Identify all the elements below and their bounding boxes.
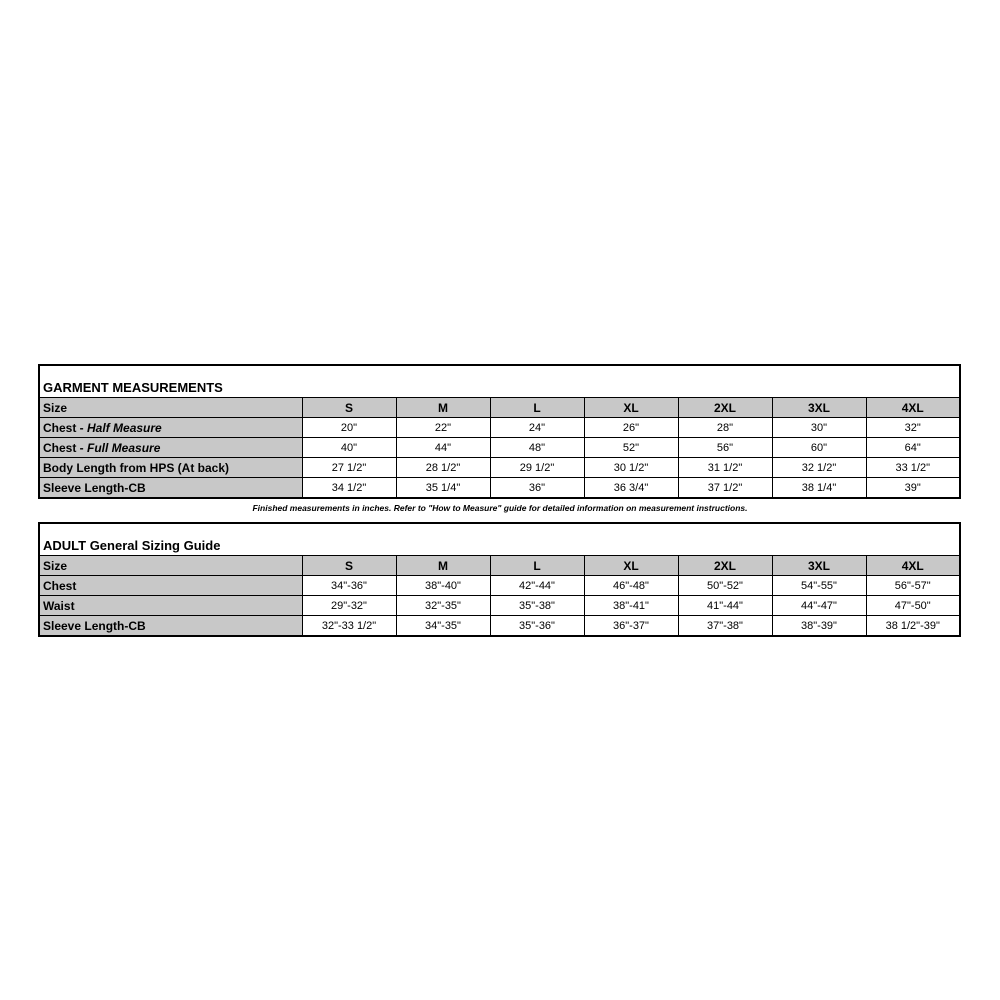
size-header: L [490,398,584,418]
measurement-note: Finished measurements in inches. Refer to "How to Measure" guide for detailed information on measurement instructions. [252,503,748,513]
size-header: 4XL [866,556,960,576]
size-header-row [39,556,960,576]
table-title-row [39,365,960,398]
row-label: Chest [39,576,302,596]
row-label-text: Chest - [43,440,88,455]
cell-value: 38 1/4" [772,478,866,499]
cell-value: 30 1/2" [584,458,678,478]
size-header: 2XL [678,556,772,576]
table-row [39,418,960,438]
size-header: L [490,556,584,576]
garment-measurements-table [38,364,961,499]
cell-value: 46"-48" [584,576,678,596]
cell-value: 54"-55" [772,576,866,596]
cell-value: 48" [490,438,584,458]
cell-value: 26" [584,418,678,438]
row-label [39,478,302,499]
row-label [39,458,302,478]
size-header-row [39,398,960,418]
cell-value: 47"-50" [866,596,960,616]
size-header-label: Size [39,556,302,576]
cell-value: 32" [866,418,960,438]
cell-value: 42"-44" [490,576,584,596]
cell-value: 29"-32" [302,596,396,616]
size-header: 3XL [772,398,866,418]
cell-value: 30" [772,418,866,438]
size-header: S [302,398,396,418]
cell-value: 44"-47" [772,596,866,616]
cell-value: 40" [302,438,396,458]
size-header: 4XL [866,398,960,418]
cell-value: 64" [866,438,960,458]
table-row [39,616,960,637]
row-label [39,418,302,438]
cell-value: 52" [584,438,678,458]
cell-value: 35 1/4" [396,478,490,499]
size-header: M [396,398,490,418]
size-header-label: Size [39,398,302,418]
size-header: S [302,556,396,576]
cell-value: 33 1/2" [866,458,960,478]
cell-value: 37"-38" [678,616,772,637]
cell-value: 28 1/2" [396,458,490,478]
cell-value: 44" [396,438,490,458]
cell-value: 34 1/2" [302,478,396,499]
table-row [39,576,960,596]
table-row [39,458,960,478]
row-label-emphasis: Half Measure [87,420,162,435]
table-title: ADULT General Sizing Guide [39,523,960,556]
cell-value: 34"-36" [302,576,396,596]
cell-value: 56" [678,438,772,458]
cell-value: 39" [866,478,960,499]
cell-value: 20" [302,418,396,438]
cell-value: 34"-35" [396,616,490,637]
cell-value: 24" [490,418,584,438]
cell-value: 36 3/4" [584,478,678,499]
cell-value: 56"-57" [866,576,960,596]
cell-value: 35"-38" [490,596,584,616]
cell-value: 38"-40" [396,576,490,596]
size-header: 2XL [678,398,772,418]
cell-value: 38 1/2"-39" [866,616,960,637]
size-header: M [396,556,490,576]
cell-value: 32"-35" [396,596,490,616]
row-label-text: Body Length from HPS (At back) [43,460,230,475]
cell-value: 29 1/2" [490,458,584,478]
table-row [39,438,960,458]
table-row [39,478,960,499]
cell-value: 32 1/2" [772,458,866,478]
row-label-emphasis: Full Measure [87,440,161,455]
size-header: XL [584,556,678,576]
cell-value: 27 1/2" [302,458,396,478]
table-row [39,596,960,616]
size-header: 3XL [772,556,866,576]
cell-value: 50"-52" [678,576,772,596]
cell-value: 35"-36" [490,616,584,637]
cell-value: 38"-39" [772,616,866,637]
row-label: Sleeve Length-CB [39,616,302,637]
cell-value: 60" [772,438,866,458]
cell-value: 36"-37" [584,616,678,637]
cell-value: 32"-33 1/2" [302,616,396,637]
table-title-row [39,523,960,556]
table-title: GARMENT MEASUREMENTS [39,365,960,398]
cell-value: 22" [396,418,490,438]
adult-sizing-guide-table [38,522,961,637]
cell-value: 31 1/2" [678,458,772,478]
row-label: Waist [39,596,302,616]
row-label [39,438,302,458]
row-label-text: Chest - [43,420,88,435]
size-header: XL [584,398,678,418]
cell-value: 37 1/2" [678,478,772,499]
cell-value: 36" [490,478,584,499]
row-label-text: Sleeve Length-CB [43,480,146,495]
cell-value: 38"-41" [584,596,678,616]
cell-value: 28" [678,418,772,438]
cell-value: 41"-44" [678,596,772,616]
